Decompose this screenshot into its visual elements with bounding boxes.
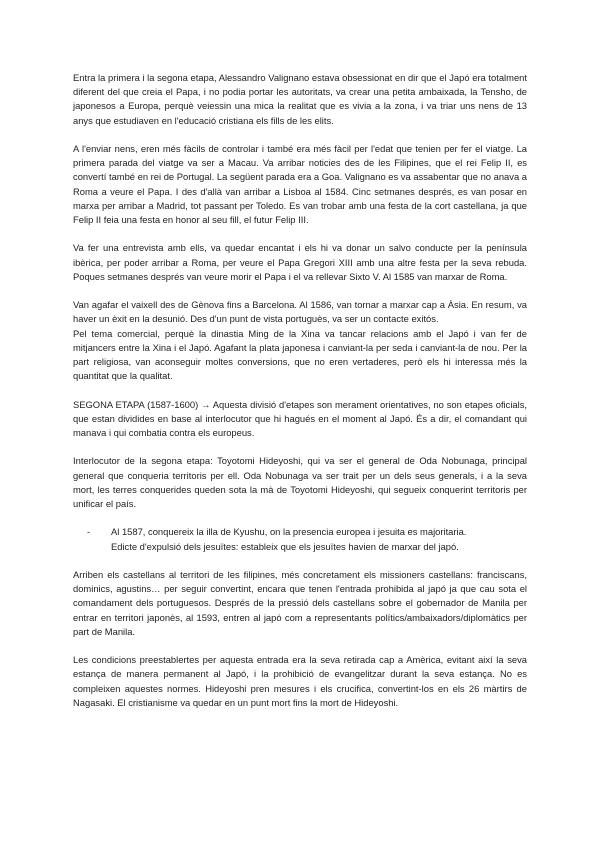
document-body xyxy=(73,71,527,724)
paragraph-conditions: Les condicions preestablertes per aquesta entrada era la seva retirada cap a Amèrica, evitant així la seva estança de manera permanent al Japó, i la prohibició de evangelitzar durant la seva estança. No es compleixen aquestes normes. Hideyoshi pren mesures i els crucifica, convertint-los en els 26 màrtirs de Nagasaki. El cristianisme va quedar en un punt mort fins la mort de Hideyoshi. xyxy=(73,654,527,708)
bullet-marker: - xyxy=(87,526,91,538)
paragraph-return: Van agafar el vaixell des de Gènova fins a Barcelona. Al 1586, van tornar a marxar cap a Àsia. En resum, va haver un èxit en la desunió. Des d'un punt de vista portuguès, va ser un contacte exitós. xyxy=(73,299,527,325)
paragraph-castilians: Arriben els castellans al territori de les filipines, més concretament els missioners castellans: franciscans, dominics, agustins… per seguir convertint, encara que tenen l'entrada prohibida al japó ja que cau sota el comandament dels portuguesos. Després de la pressió dels castellans sobre el gobernador de Manila per entrar en territori japonès, al 1593, entren al japó com a representants polítics/ambaixadors/diplomàtics per part de Manila. xyxy=(73,569,527,637)
bullet-line-kyushu: Al 1587, conquereix la illa de Kyushu, on la presencia europea i jesuita es majoritaria. xyxy=(111,526,467,538)
paragraph-tensho-embassy: Entra la primera i la segona etapa, Alessandro Valignano estava obsessionat en dir que el Japó era totalment diferent del que creia el Papa, i no podia portar les autoritats, va crear una petita ambaixada, la Tensho, de japonesos a Europa, perquè veiessin una mica la realitat que es vivia a la zona, i va triar uns nens de 13 anys que estudiaven en l'educació cristiana els fills de les elits. xyxy=(73,72,527,126)
paragraph-second-stage: SEGONA ETAPA (1587-1600) → Aquesta divisió d'etapes son merament orientatives, no son etapes oficials, que estan dividides en base al interlocutor que hi hagués en el moment al Japó. És a dir, el comandant qui manava i qui combatia contra els europeus. xyxy=(73,398,527,439)
paragraph-commerce: Pel tema comercial, perquè la dinastia Ming de la Xina va tancar relacions amb el Japó i van fer de mitjancers entre la Xina i el Japó. Agafant la plata japonesa i canviant-la per seda i canviant-la de nou. Per la part religiosa, van aconseguir moltes conversions, que no eren vertaderes, però els hi interessa més la quantitat que la qualitat. xyxy=(73,327,527,382)
bullet-text xyxy=(105,525,527,553)
bullet-item xyxy=(73,525,527,553)
paragraph-rome: Va fer una entrevista amb ells, va quedar encantat i els hi va donar un salvo conducte per la península ibèrica, per poder arribar a Roma, per veure el Papa Gregori XIII amb una altre festa per la seva rebuda. Poques setmanes després van veure morir el Papa i el va rellevar Sixto V. Al 1585 van marxar de Roma. xyxy=(73,242,527,282)
paragraph-hideyoshi: Interlocutor de la segona etapa: Toyotomi Hideyoshi, qui va ser el general de Oda Nobunaga, principal general que conqueria territoris per ell. Oda Nobunaga va ser trait per un dels seus generals, i a la seva mort, les terres conquerides queden sota la mà de Toyotomi Hideyoshi, qui segueix conquerint territoris per unificar el país. xyxy=(73,455,527,510)
paragraph-journey: A l'enviar nens, eren més fàcils de controlar i també era més fàcil per l'edat que tenien per fer el viatge. La primera parada del viatge va ser a Macau. Va arribar noticies des de les Filipines, que el rei Felip II, es convertí també en rei de Portugal. La següent parada era a Goa. Valignano es va assabentar que no anava a Roma a veure el Papa. I des d'allà van arribar a Lisboa al 1584. Cinc setmanes després, es van posar en marxa per arribar a Madrid, tot passant per Toledo. Es van trobar amb una festa de la cort castellana, ja que Felip II feia una festa en honor al seu fill, el futur Felip III. xyxy=(73,143,527,226)
bullet-line-edict: Edicte d'expulsió dels jesuïtes: estableix que els jesuïtes havien de marxar del japó. xyxy=(111,540,459,552)
